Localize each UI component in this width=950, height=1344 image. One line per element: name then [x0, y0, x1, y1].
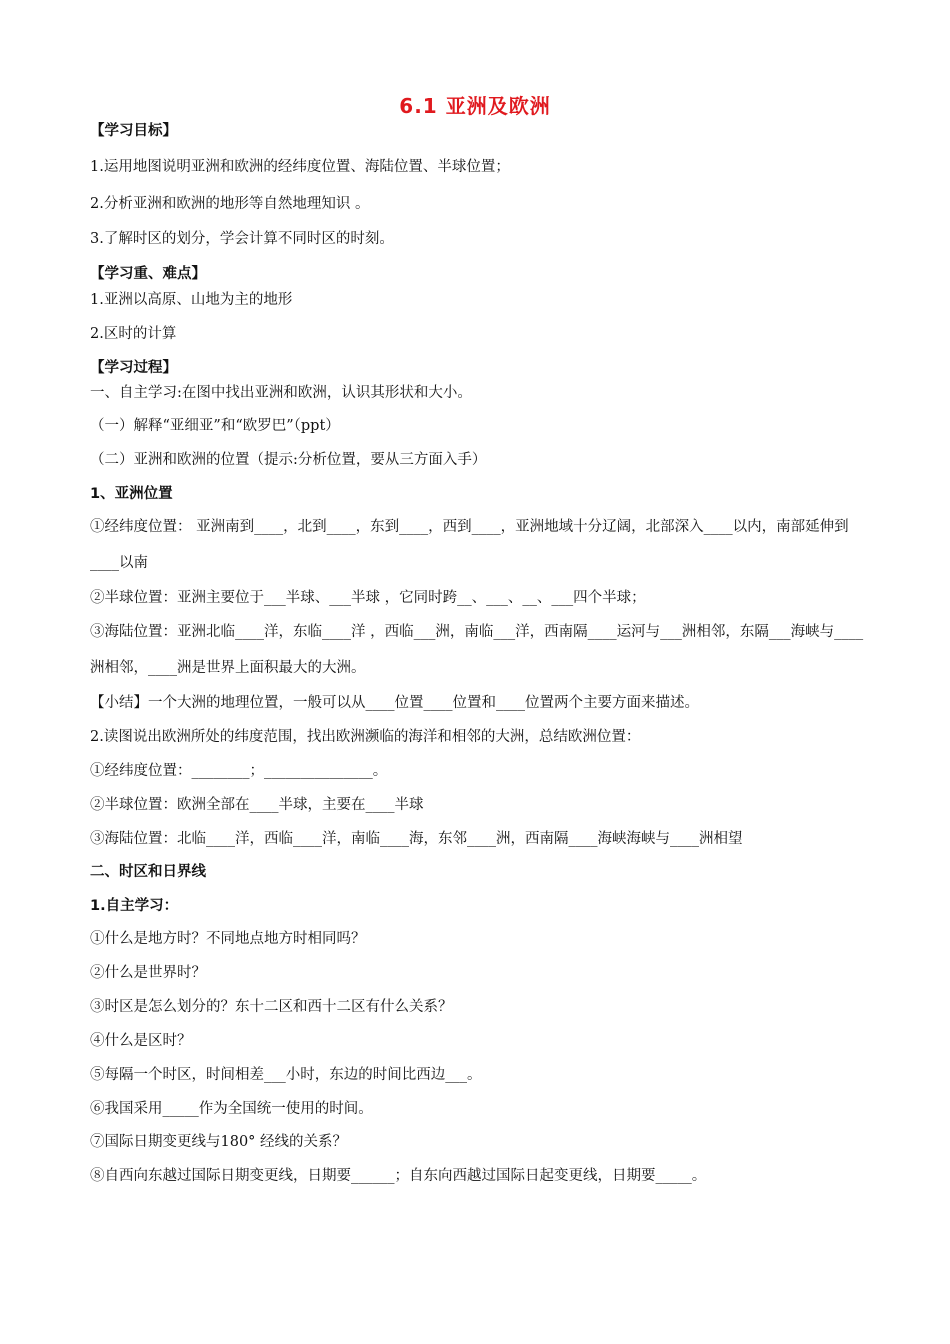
timezone-item-1: ①什么是地方时？不同地点地方时相同吗？: [90, 931, 366, 947]
objectives-heading: 【学习目标】: [90, 123, 177, 139]
key-point-item-1: 1.亚洲以高原、山地为主的地形: [90, 292, 293, 308]
timezone-item-6: ⑥我国采用_____作为全国统一使用的时间。: [90, 1101, 373, 1117]
europe-latlon: ①经纬度位置：________；_______________。: [90, 763, 388, 779]
objective-item-1: 1.运用地图说明亚洲和欧洲的经纬度位置、海陆位置、半球位置；: [90, 159, 510, 175]
timezone-item-5: ⑤每隔一个时区，时间相差___小时，东边的时间比西边___。: [90, 1067, 482, 1083]
asia-summary: 【小结】一个大洲的地理位置，一般可以从____位置____位置和____位置两个主要方面来描述。: [90, 695, 699, 711]
timezone-item-7: ⑦国际日期变更线与180° 经线的关系？: [90, 1134, 348, 1150]
process-sub-1: （一）解释“亚细亚”和“欧罗巴”（ppt）: [90, 418, 340, 434]
process-heading: 【学习过程】: [90, 360, 177, 376]
process-sub-2: （二）亚洲和欧洲的位置（提示:分析位置，要从三方面入手）: [90, 452, 487, 468]
page-title: 6.1 亚洲及欧洲: [399, 94, 551, 118]
europe-sea-land: ③海陆位置：北临____洋，西临____洋，南临____海，东邻____洲，西南隔____海峡海峡与____洲相望: [90, 831, 743, 847]
asia-sea-land: ③海陆位置：亚洲北临____洋，东临____洋 ，西临___洲，南临___洋，西南隔____运河与___洲相邻，东隔___海峡与____洲相邻，____洲是世界上面积最大的大洲。: [90, 624, 864, 676]
europe-hemisphere: ②半球位置：欧洲全部在____半球，主要在____半球: [90, 797, 424, 813]
timezone-item-2: ②什么是世界时？: [90, 965, 206, 981]
timezone-heading: 二、时区和日界线: [90, 864, 206, 880]
key-point-item-2: 2.区时的计算: [90, 326, 177, 342]
objective-item-2: 2.分析亚洲和欧洲的地形等自然地理知识 。: [90, 196, 370, 212]
timezone-item-3: ③时区是怎么划分的？东十二区和西十二区有什么关系？: [90, 999, 453, 1015]
timezone-subheading: 1.自主学习：: [90, 898, 179, 914]
europe-intro: 2.读图说出欧洲所处的纬度范围，找出欧洲濒临的海洋和相邻的大洲，总结欧洲位置：: [90, 729, 641, 745]
timezone-item-4: ④什么是区时？: [90, 1033, 192, 1049]
key-points-heading: 【学习重、难点】: [90, 266, 206, 282]
asia-heading: 1、亚洲位置: [90, 486, 173, 502]
asia-latlon: ①经纬度位置： 亚洲南到____，北到____，东到____，西到____，亚洲地域十分辽阔，北部深入____以内，南部延伸到____以南: [90, 519, 849, 571]
timezone-item-8: ⑧自西向东越过国际日期变更线，日期要______；自东向西越过国际日起变更线，日期要_____。: [90, 1168, 707, 1184]
asia-hemisphere: ②半球位置：亚洲主要位于___半球、___半球 ，它同时跨__、___、__、___四个半球；: [90, 590, 646, 606]
objective-item-3: 3.了解时区的划分，学会计算不同时区的时刻。: [90, 231, 394, 247]
process-intro: 一、自主学习:在图中找出亚洲和欧洲，认识其形状和大小。: [90, 385, 472, 401]
